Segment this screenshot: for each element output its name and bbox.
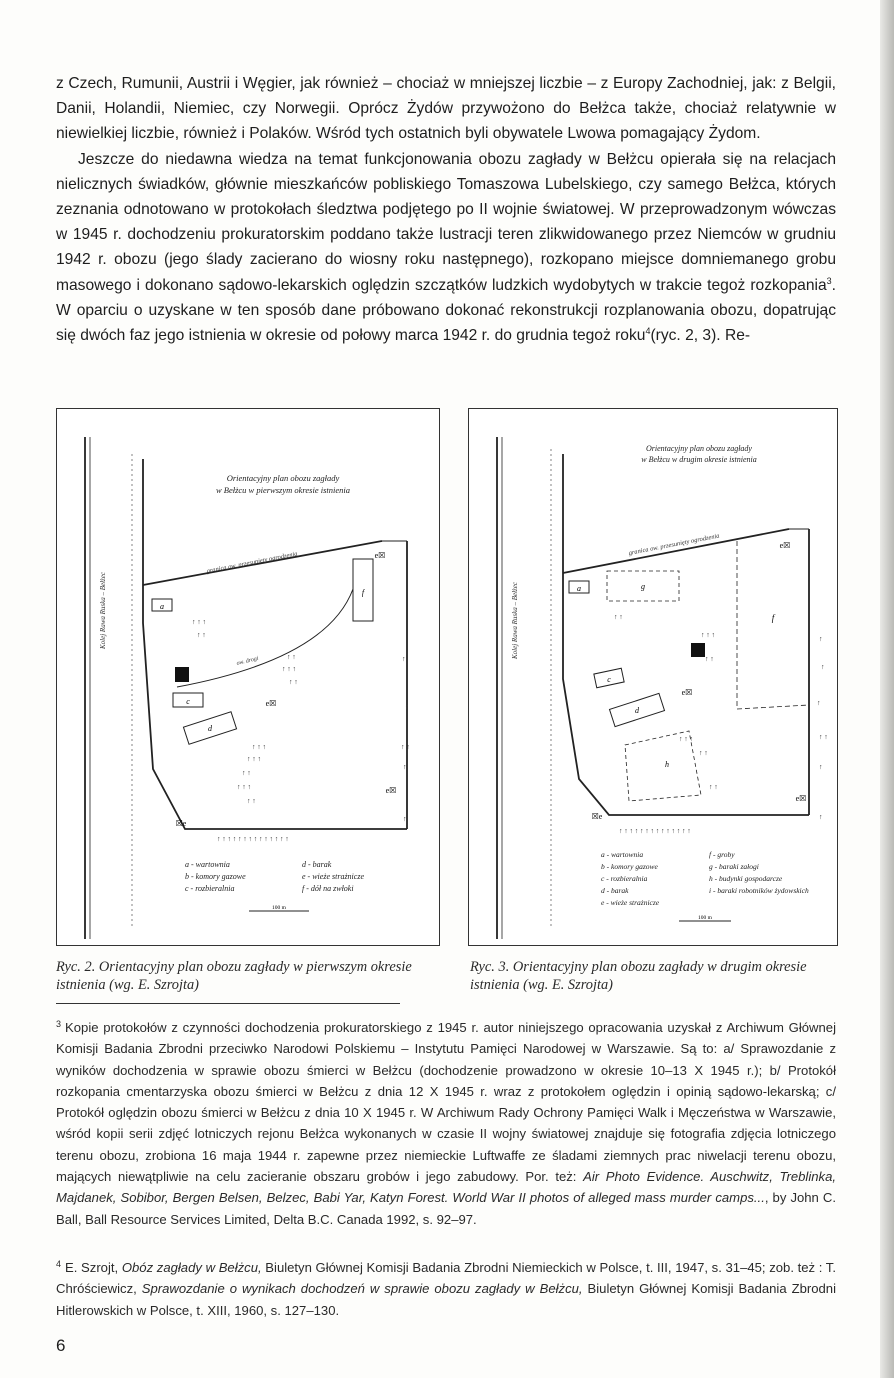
footnote-4 — [56, 1254, 836, 1321]
paragraph-2-text-a: Jeszcze do niedawna wiedza na temat funkcjonowania obozu zagłady w Bełżcu opierała się na relacjach nielicznych świadków, głównie mieszkańców pobliskiego Tomaszowa Lubelskiego, czy samego Bełżca, których zeznania odnotowano w protokołach śledztwa podjętego po II wojnie światowej. W przeprowadzonym wówczas w 1945 r. dochodzeniu prokuratorskim poddano także lustracji teren zlikwidowanego przez Niemców w grudniu 1942 r. obozu (jego ślady zacierano do wiosny roku następnego), rozkopano miejsce domniemanego grobu masowego i dokonano sądowo-lekarskich oględzin szczątków ludzkich wydobytych w trakcie tegoż rozkopania — [56, 150, 836, 294]
svg-text:↑ ↑ ↑: ↑ ↑ ↑ — [237, 783, 251, 791]
figure-2-plan-first-period — [56, 408, 440, 946]
footnote-separator — [56, 1003, 400, 1004]
svg-text:↑ ↑ ↑: ↑ ↑ ↑ — [252, 743, 266, 751]
fig2-road-label: ow. drogi — [236, 655, 260, 667]
footnote-4-text-b: Biuletyn Głównej Komisji Badania Zbrodni Niemieckich w Polsce, t. III, 1947, s. 31–45; zob. też : T. Chróściewicz, — [56, 1260, 836, 1297]
fig3-legend-g: g - baraki załogi — [709, 862, 759, 871]
svg-text:↑ ↑: ↑ ↑ — [614, 613, 623, 621]
footnote-3-text-b: , by John C. Ball, Ball Resource Services Limited, Delta B.C. Canada 1992, s. 92–97. — [56, 1190, 836, 1227]
svg-text:↑ ↑: ↑ ↑ — [242, 769, 251, 777]
fig3-border-label: granica ow. przesunięty ogrodzenia — [628, 532, 721, 557]
main-text — [56, 71, 836, 348]
svg-text:↑: ↑ — [821, 663, 825, 671]
fig2-rail-label: Kolej Rawa Ruska – Bełżec — [99, 572, 107, 649]
fig3-legend-b: b - komory gazowe — [601, 862, 658, 871]
fig3-legend-a: a - wartownia — [601, 850, 644, 859]
svg-text:↑ ↑ ↑: ↑ ↑ ↑ — [282, 665, 296, 673]
svg-text:↑ ↑: ↑ ↑ — [287, 653, 296, 661]
footnote-4-number: 4 — [56, 1259, 62, 1269]
figure-2-map — [57, 409, 439, 945]
svg-text:↑: ↑ — [402, 655, 406, 663]
svg-text:c: c — [607, 675, 611, 684]
svg-text:↑: ↑ — [819, 813, 823, 821]
svg-text:↑: ↑ — [405, 703, 409, 711]
fig3-legend-h: h - budynki gospodarcze — [709, 874, 783, 883]
svg-text:↑ ↑: ↑ ↑ — [247, 797, 256, 805]
svg-text:↑ ↑ ↑ ↑ ↑ ↑ ↑ ↑ ↑ ↑ ↑ ↑ ↑ ↑: ↑ ↑ ↑ ↑ ↑ ↑ ↑ ↑ ↑ ↑ ↑ ↑ ↑ ↑ — [217, 835, 289, 843]
fig3-title-line1: Orientacyjny plan obozu zagłady — [646, 444, 752, 453]
fig2-title-line1: Orientacyjny plan obozu zagłady — [226, 473, 340, 483]
fig3-title-line2: w Bełżcu w drugim okresie istnienia — [641, 455, 757, 464]
svg-text:↑ ↑: ↑ ↑ — [709, 783, 718, 791]
svg-text:f: f — [771, 613, 775, 623]
fig3-legend-f: f - groby — [709, 850, 735, 859]
svg-text:↑: ↑ — [819, 635, 823, 643]
svg-text:↑: ↑ — [403, 815, 407, 823]
svg-text:g: g — [641, 582, 645, 591]
fig3-legend-e: e - wieże strażnicze — [601, 898, 660, 907]
svg-text:↑ ↑ ↑ ↑ ↑ ↑ ↑ ↑ ↑ ↑ ↑ ↑ ↑ ↑: ↑ ↑ ↑ ↑ ↑ ↑ ↑ ↑ ↑ ↑ ↑ ↑ ↑ ↑ — [619, 827, 691, 835]
fig2-legend-e: e - wieże strażnicze — [302, 872, 364, 881]
fig2-legend-d: d - barak — [302, 860, 332, 869]
svg-text:a: a — [577, 584, 581, 593]
figure-3-plan-second-period — [468, 408, 838, 946]
footnote-4-italic-1: Obóz zagłady w Bełżcu, — [121, 1260, 262, 1275]
svg-text:↑ ↑ ↑: ↑ ↑ ↑ — [679, 735, 693, 743]
figure-2-caption: Ryc. 2. Orientacyjny plan obozu zagłady w pierwszym okresie istnienia (wg. E. Szrojta) — [56, 959, 412, 993]
footnote-ref-4[interactable]: 4 — [645, 325, 651, 336]
svg-text:↑ ↑: ↑ ↑ — [197, 631, 206, 639]
svg-text:e☒: e☒ — [795, 794, 807, 803]
svg-text:↑ ↑ ↑: ↑ ↑ ↑ — [701, 631, 715, 639]
fig2-border-label: granica ow. przesunięty ogrodzenia — [206, 550, 299, 575]
svg-text:f: f — [361, 588, 365, 597]
fig3-rail-label: Kolej Rawa Ruska – Bełżec — [511, 582, 519, 659]
paragraph-2-text-c: (ryc. 2, 3). Re- — [650, 327, 751, 345]
svg-text:e☒: e☒ — [779, 541, 791, 550]
svg-text:e☒: e☒ — [265, 699, 277, 708]
svg-text:↑: ↑ — [403, 763, 407, 771]
fig2-legend-b: b - komory gazowe — [185, 872, 246, 881]
svg-text:↑ ↑: ↑ ↑ — [705, 655, 714, 663]
footnote-3 — [56, 1014, 836, 1230]
fig2-legend-c: c - rozbieralnia — [185, 884, 235, 893]
svg-text:↑ ↑ ↑: ↑ ↑ ↑ — [192, 618, 206, 626]
fig2-legend-f: f - dół na zwłoki — [302, 884, 354, 893]
svg-text:↑ ↑: ↑ ↑ — [401, 743, 410, 751]
svg-text:↑: ↑ — [817, 699, 821, 707]
fig3-scale: 100 m — [698, 915, 712, 921]
footnote-4-text-c: Biuletyn Głównej Komisji Badania Zbrodni Hitlerowskich w Polsce, t. XIII, 1960, s. 127–130. — [56, 1281, 836, 1318]
fig2-legend-a: a - wartownia — [185, 860, 230, 869]
svg-text:e☒: e☒ — [374, 551, 386, 560]
footnote-3-number: 3 — [56, 1019, 62, 1029]
svg-text:↑ ↑: ↑ ↑ — [289, 678, 298, 686]
svg-text:☒e: ☒e — [591, 812, 603, 821]
svg-text:e☒: e☒ — [385, 786, 397, 795]
page-edge-shadow — [880, 0, 894, 1378]
svg-text:c: c — [186, 697, 190, 706]
svg-text:↑ ↑: ↑ ↑ — [699, 749, 708, 757]
svg-text:↑ ↑ ↑: ↑ ↑ ↑ — [247, 755, 261, 763]
fig3-legend-i: i - baraki robotników żydowskich — [709, 886, 809, 895]
svg-text:☒e: ☒e — [175, 819, 187, 828]
figure-3-map — [469, 409, 837, 945]
paragraph-2 — [56, 147, 836, 349]
figure-3-caption: Ryc. 3. Orientacyjny plan obozu zagłady w drugim okresie istnienia (wg. E. Szrojta) — [470, 959, 807, 993]
fig3-legend-c: c - rozbieralnia — [601, 874, 648, 883]
svg-text:↑ ↑: ↑ ↑ — [819, 733, 828, 741]
fig2-scale: 100 m — [272, 905, 286, 911]
footnote-ref-3[interactable]: 3 — [826, 275, 832, 286]
page-number: 6 — [56, 1336, 66, 1355]
fig3-legend-d: d - barak — [601, 886, 629, 895]
svg-text:h: h — [665, 760, 669, 769]
footnote-4-text-a: E. Szrojt, — [65, 1260, 122, 1275]
paragraph-1: z Czech, Rumunii, Austrii i Węgier, jak również – chociaż w mniejszej liczbie – z Europy Zachodniej, jak: z Belgii, Danii, Holandii, Niemiec, czy Norwegii. Oprócz Żydów przywożono do Bełżca także, chociaż relatywnie w niewielkiej liczbie, również i Polaków. Wśród tych ostatnich byli obywatele Lwowa pomagający Żydom. — [56, 75, 836, 143]
footnote-3-text-a: Kopie protokołów z czynności dochodzenia prokuratorskiego z 1945 r. autor niniejszego opracowania uzyskał z Archiwum Głównej Komisji Badania Zbrodni przeciwko Narodowi Polskiemu – Instytutu Pamięci Narodowej w Warszawie. Są to: a/ Sprawozdanie z wyników dochodzenia w sprawie obozu śmierci w Bełżcu (dochodzenie prowadzono w okresie 10–13 X 1945 r.); b/ Protokół rozkopania cmentarzyska obozu śmierci w Bełżcu z dnia 12 X 1945 r. wraz z protokołem oględzin i opinią sądowo-lekarską; c/ Protokół oględzin obozu śmierci w Bełżcu z dnia 10 X 1945 r. W Archiwum Rady Ochrony Pamięci Walk i Męczeństwa w Warszawie, wśród kopii serii zdjęć lotniczych rejonu Bełżca wykonanych w czasie II wojny światowej znajduje się fotografia zdjęcia lotniczego terenu obozu, zrobiona 16 maja 1944 r. zapewne przez niemieckie Luftwaffe ze śladami ziemnych prac niwelacji terenu obozu, mających niewątpliwie na celu zacieranie obszaru grobów i jego zabudowy. Por. też: — [56, 1020, 836, 1185]
svg-text:a: a — [160, 602, 164, 611]
fig2-title-line2: w Bełżcu w pierwszym okresie istnienia — [215, 485, 351, 495]
footnote-4-italic-2: Sprawozdanie o wynikach dochodzeń w sprawie obozu zagłady w Bełżcu, — [141, 1281, 583, 1297]
svg-text:e☒: e☒ — [681, 688, 693, 697]
footnote-3-italic-title: Air Photo Evidence. Auschwitz, Treblinka, Majdanek, Sobibor, Bergen Belsen, Belzec, Babi Yar, Katyn Forest. World War II photos of alleged mass murder camps... — [56, 1169, 836, 1206]
svg-text:d: d — [208, 724, 212, 733]
paragraph-2-text-b: . W oparciu o uzyskane w ten sposób dane próbowano dokonać rekonstrukcji rozplanowania obozu, dopatrując się dwóch faz jego istnienia w okresie od połowy marca 1942 r. do grudnia tegoż roku — [56, 276, 836, 345]
svg-text:↑: ↑ — [819, 763, 823, 771]
svg-text:d: d — [635, 706, 639, 715]
